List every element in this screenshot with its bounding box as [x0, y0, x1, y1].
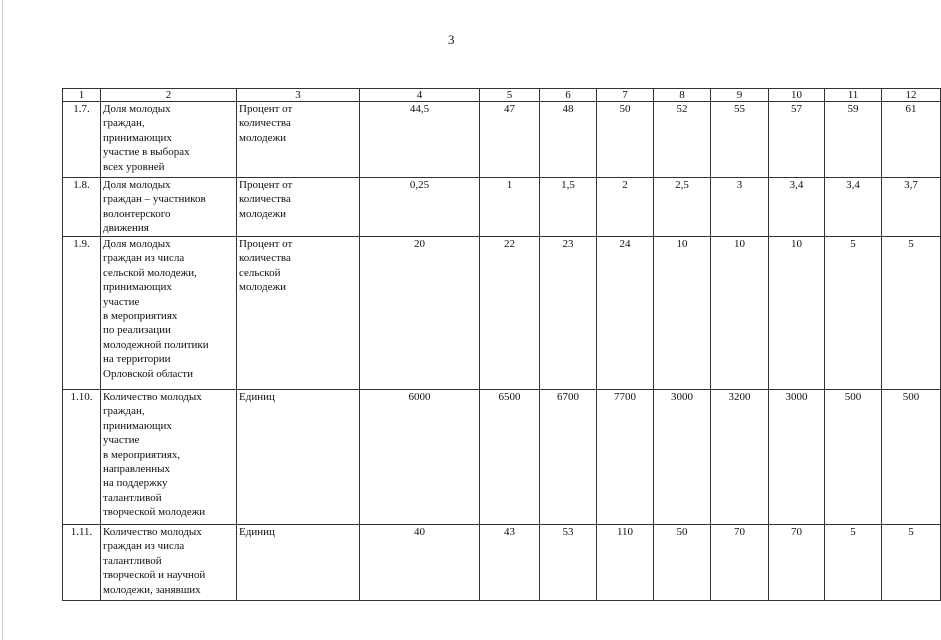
row-number: 1.10.: [63, 390, 101, 525]
value-cell: 0,25: [360, 178, 480, 237]
value-cell: 5: [882, 237, 941, 390]
value-cell: 55: [711, 102, 769, 178]
table-row: [63, 390, 941, 525]
indicator-name: Количество молодых граждан из числа талантливой творческой и научной молодежи, занявших: [101, 525, 237, 601]
value-cell: 24: [597, 237, 654, 390]
value-cell: 50: [654, 525, 711, 601]
value-cell: 70: [769, 525, 825, 601]
value-cell: 5: [882, 525, 941, 601]
indicator-unit: Единиц: [237, 525, 360, 601]
row-number: 1.7.: [63, 102, 101, 178]
value-cell: 47: [480, 102, 540, 178]
value-cell: 22: [480, 237, 540, 390]
column-header: 6: [540, 89, 597, 102]
value-cell: 6000: [360, 390, 480, 525]
value-cell: 43: [480, 525, 540, 601]
table-row: [63, 525, 941, 601]
value-cell: 500: [825, 390, 882, 525]
value-cell: 1,5: [540, 178, 597, 237]
row-number: 1.9.: [63, 237, 101, 390]
value-cell: 59: [825, 102, 882, 178]
value-cell: 3,4: [769, 178, 825, 237]
value-cell: 44,5: [360, 102, 480, 178]
table-row: [63, 102, 941, 178]
indicators-table: [62, 88, 941, 601]
value-cell: 50: [597, 102, 654, 178]
indicator-name: Доля молодых граждан из числа сельской молодежи, принимающих участие в мероприятиях по реализации молодежной политики на территории Орловской области: [101, 237, 237, 390]
column-header: 5: [480, 89, 540, 102]
value-cell: 5: [825, 525, 882, 601]
table-row: [63, 237, 941, 390]
value-cell: 20: [360, 237, 480, 390]
row-number: 1.11.: [63, 525, 101, 601]
column-header: 2: [101, 89, 237, 102]
value-cell: 48: [540, 102, 597, 178]
page-number: 3: [448, 32, 455, 47]
value-cell: 500: [882, 390, 941, 525]
value-cell: 10: [711, 237, 769, 390]
column-header: 10: [769, 89, 825, 102]
value-cell: 10: [769, 237, 825, 390]
column-header: 11: [825, 89, 882, 102]
value-cell: 61: [882, 102, 941, 178]
value-cell: 70: [711, 525, 769, 601]
column-header: 4: [360, 89, 480, 102]
value-cell: 1: [480, 178, 540, 237]
column-header: 8: [654, 89, 711, 102]
scan-edge-line: [2, 0, 3, 640]
indicator-unit: Процент от количества молодежи: [237, 102, 360, 178]
column-header: 7: [597, 89, 654, 102]
value-cell: 10: [654, 237, 711, 390]
value-cell: 52: [654, 102, 711, 178]
value-cell: 23: [540, 237, 597, 390]
table-header-row: [63, 89, 941, 102]
value-cell: 5: [825, 237, 882, 390]
value-cell: 110: [597, 525, 654, 601]
value-cell: 7700: [597, 390, 654, 525]
indicator-name: Доля молодых граждан, принимающих участие в выборах всех уровней: [101, 102, 237, 178]
indicator-unit: Процент от количества молодежи: [237, 178, 360, 237]
column-header: 9: [711, 89, 769, 102]
value-cell: 3000: [769, 390, 825, 525]
value-cell: 3000: [654, 390, 711, 525]
value-cell: 53: [540, 525, 597, 601]
value-cell: 6500: [480, 390, 540, 525]
value-cell: 3200: [711, 390, 769, 525]
column-header: 12: [882, 89, 941, 102]
value-cell: 3: [711, 178, 769, 237]
value-cell: 3,4: [825, 178, 882, 237]
indicator-unit: Процент от количества сельской молодежи: [237, 237, 360, 390]
row-number: 1.8.: [63, 178, 101, 237]
column-header: 1: [63, 89, 101, 102]
value-cell: 6700: [540, 390, 597, 525]
indicator-unit: Единиц: [237, 390, 360, 525]
value-cell: 3,7: [882, 178, 941, 237]
table-row: [63, 178, 941, 237]
value-cell: 2,5: [654, 178, 711, 237]
indicator-name: Количество молодых граждан, принимающих участие в мероприятиях, направленных на поддержку талантливой творческой молодежи: [101, 390, 237, 525]
value-cell: 40: [360, 525, 480, 601]
column-header: 3: [237, 89, 360, 102]
value-cell: 57: [769, 102, 825, 178]
value-cell: 2: [597, 178, 654, 237]
indicator-name: Доля молодых граждан – участников волонтерского движения: [101, 178, 237, 237]
